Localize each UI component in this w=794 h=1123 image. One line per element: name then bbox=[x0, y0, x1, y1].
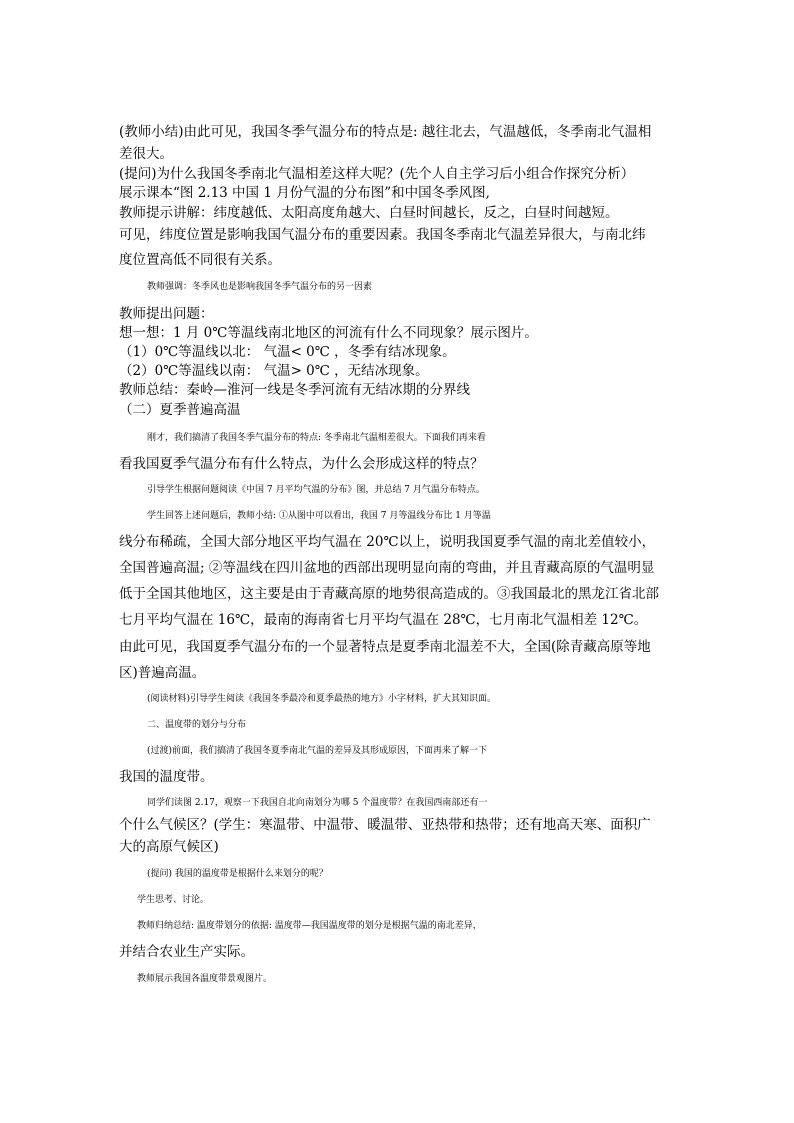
text-line: 区)普遍高温。 bbox=[119, 665, 206, 681]
section-heading: （二）夏季普遍高温 bbox=[119, 402, 241, 418]
text-line: （1）0℃等温线以北： 气温< 0℃ ，冬季有结冰现象。 bbox=[119, 344, 456, 360]
text-line: 教师归纳总结: 温度带划分的依据: 温度带—我国温度带的划分是根据气温的南北差异， bbox=[137, 921, 482, 931]
text-line: 七月平均气温在 16℃，最南的海南省七月平均气温在 28℃，七月南北气温相差 12℃。 bbox=[119, 612, 648, 628]
text-line: 教师强调：冬季风也是影响我国冬季气温分布的另一因素 bbox=[147, 282, 373, 292]
text-line: 引导学生根据问题阅读《中国 7 月平均气温的分布》图，并总结 7 月气温分布特点。 bbox=[147, 485, 485, 495]
text-line: 刚才，我们搞清了我国冬季气温分布的特点: 冬季南北气温相差很大。下面我们再来看 bbox=[147, 433, 486, 443]
text-line: 同学们读图 2.17，观察一下我国自北向南划分为哪 5 个温度带？在我国西南部还有一 bbox=[147, 798, 488, 808]
text-line: （2）0℃等温线以南： 气温> 0℃ ，无结冰现象。 bbox=[119, 363, 429, 379]
text-line: 教师展示我国各温度带景观图片。 bbox=[137, 974, 273, 984]
text-line: 教师总结：秦岭—淮河一线是冬季河流有无结冰期的分界线 bbox=[119, 382, 470, 398]
text-line: 教师提示讲解：纬度越低、太阳高度角越大、白昼时间越长，反之，白昼时间越短。 bbox=[119, 205, 619, 221]
text-line: 学生思考、讨论。 bbox=[137, 895, 210, 905]
text-line: (提问)为什么我国冬季南北气温相差这样大呢？(先个人自主学习后小组合作探究分析） bbox=[119, 166, 635, 182]
text-line: 差很大。 bbox=[119, 146, 173, 162]
text-line: 大的高原气候区) bbox=[119, 839, 219, 855]
text-line: (阅读材料)引导学生阅读《我国冬季最冷和夏季最热的地方》小字材料，扩大其知识面。 bbox=[147, 694, 497, 704]
text-line: 低于全国其他地区，这主要是由于青藏高原的地势很高造成的。③我国最北的黑龙江省北部 bbox=[119, 586, 659, 602]
text-line: (教师小结)由此可见，我国冬季气温分布的特点是: 越往北去，气温越低，冬季南北气温相 bbox=[119, 124, 652, 140]
text-line: 由此可见，我国夏季气温分布的一个显著特点是夏季南北温差不大，全国(除青藏高原等地 bbox=[119, 639, 651, 655]
text-line: 看我国夏季气温分布有什么特点，为什么会形成这样的特点？ bbox=[119, 456, 484, 472]
text-line: 可见，纬度位置是影响我国气温分布的重要因素。我国冬季南北气温差异很大，与南北纬 bbox=[119, 227, 646, 243]
text-line: 想一想：1 月 0℃等温线南北地区的河流有什么不同现象？展示图片。 bbox=[119, 325, 538, 341]
section-heading: 二、温度带的划分与分布 bbox=[147, 720, 247, 730]
text-line: 我国的温度带。 bbox=[119, 769, 214, 785]
text-line: 教师提出问题： bbox=[119, 306, 214, 322]
text-line: 全国普遍高温; ②等温线在四川盆地的西部出现明显向南的弯曲，并且青藏高原的气温明显 bbox=[119, 560, 655, 576]
text-line: 线分布稀疏，全国大部分地区平均气温在 20℃以上，说明我国夏季气温的南北差值较小， bbox=[119, 534, 656, 550]
text-line: (提问) 我国的温度带是根据什么来划分的呢？ bbox=[147, 869, 328, 879]
text-line: (过渡)前面，我们搞清了我国冬夏季南北气温的差异及其形成原因，下面再来了解一下 bbox=[147, 746, 488, 756]
text-line: 学生回答上述问题后，教师小结: ①从图中可以看出，我国 7 月等温线分布比 1 月等温 bbox=[147, 511, 491, 521]
text-line: 个什么气候区？(学生：寒温带、中温带、暖温带、亚热带和热带；还有地高天寒、面积广 bbox=[119, 817, 651, 833]
text-line: 展示课本“图 2.13 中国 1 月份气温的分布图”和中国冬季风图, bbox=[119, 185, 490, 201]
text-line: 并结合农业生产实际。 bbox=[119, 944, 254, 960]
text-line: 度位置高低不同很有关系。 bbox=[119, 252, 281, 268]
